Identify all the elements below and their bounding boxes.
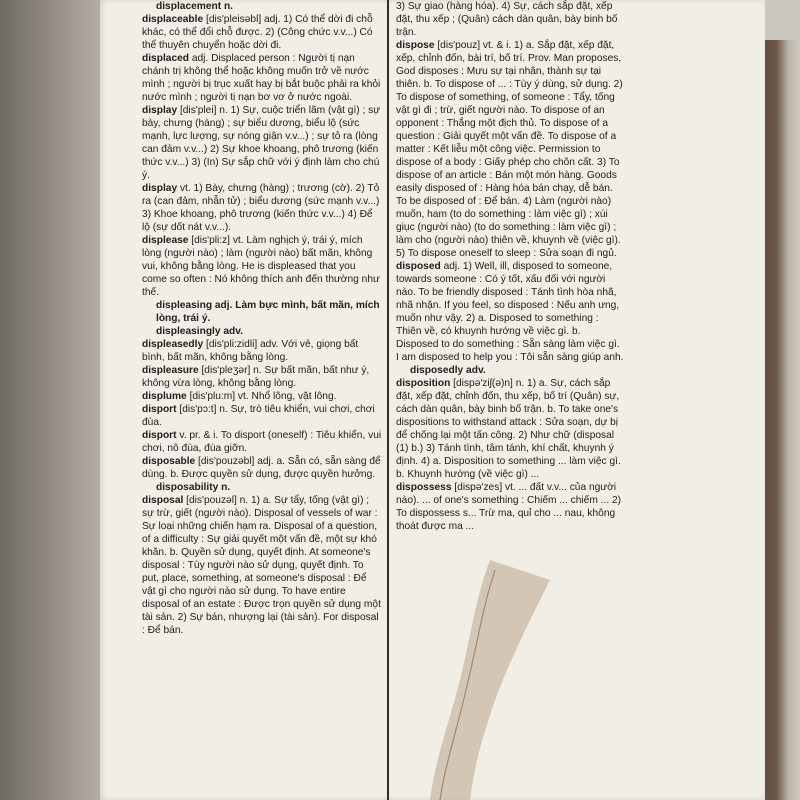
desk-background-left (0, 0, 105, 800)
entry-headword: dispossess (396, 482, 452, 493)
left-column (142, 0, 382, 637)
dictionary-entry (396, 377, 624, 481)
entry-definition: adv. (220, 326, 244, 337)
entry-definition: [dis'pɔ:t] n. Sự, trò tiêu khiển, vui chơi, chơi đùa. (142, 404, 375, 428)
entry-headword: displaced (142, 53, 189, 64)
entry-headword: displacement (156, 1, 222, 12)
entry-definition: 3) Sự giao (hàng hóa). 4) Sự, cách sắp đặt, xếp đặt, thu xếp ; (Quân) cách dàn quân, bày binh bố trận. (396, 1, 618, 38)
entry-headword: displeasure (142, 365, 199, 376)
entry-definition: adj. Làm bực mình, bất mãn, mích lòng, trái ý. (156, 300, 380, 324)
entry-headword: displeasingly (156, 326, 221, 337)
entry-definition: vt. 1) Bày, chưng (hàng) ; trương (cờ). 2) Tỏ ra (can đảm, nhẫn tử) ; biểu dương (sức mạnh v.v...) 3) Khoe khoang, phô trương (kiến thức v.v...) 4) Để lộ (sự dốt nát v.v...). (142, 183, 380, 233)
entry-definition: adj. 1) Well, ill, disposed to someone, towards someone : Có ý tốt, xấu đối với người nào. To be friendly disposed : Tánh tình hòa nhã, nhã nhặn. If you feel, so disposed : Nếu anh ưng, muốn như vậy. 2) a. Disposed to something : Thiên về, có khuynh hướng về việc gì. b. Disposed to do something : Sẵn sàng làm việc gì. I am disposed to help you : Tôi sẵn sàng giúp anh. (396, 261, 624, 363)
entry-headword: disposal (142, 495, 184, 506)
entry-headword: dispose (396, 40, 435, 51)
entry-definition: n. (218, 482, 231, 493)
entry-headword: displume (142, 391, 187, 402)
entry-definition: n. (221, 1, 234, 12)
entry-headword: displeasedly (142, 339, 204, 350)
right-column (396, 0, 624, 533)
entry-headword: display (142, 183, 178, 194)
dictionary-page (100, 0, 765, 800)
dictionary-entry (142, 494, 382, 637)
entry-definition: adj. Displaced person : Người tị nạn chánh trị không thể hoặc không muốn trở về nước mình ; người bị trục xuất hay bị bắt buộc phải ra khỏi nước mình ; người tị nạn bơ vơ ở nước ngoài. (142, 53, 381, 103)
dictionary-entry (142, 0, 382, 13)
dictionary-entry (142, 403, 382, 429)
entry-definition: [dispə'ziʃ(ə)n] n. 1) a. Sự, cách sắp đặt, xếp đặt, chỉnh đốn, thu xếp, bố trí (Quân) sự, cách dàn quân, bày binh bố trận. b. To take one's dispositions to withstand attack : Sửa soạn, dự bị để chống lại một tấn công. 2) Như chữ (disposal (1) b.) 3) Tánh tình, tâm tánh, khí chất, khuynh ý định. 4) a. Disposition to something ... làm việc gì. b. Khuynh hướng (về việc gì) ... (396, 378, 621, 480)
dictionary-entry (142, 52, 382, 104)
dictionary-entry (142, 104, 382, 182)
entry-headword: disposed (396, 261, 441, 272)
entry-definition: [dis'pli:zidli] adv. Với vẻ, giọng bất bình, bất mãn, không bằng lòng. (142, 339, 359, 363)
entry-definition: [dis'pli:z] vt. Làm nghịch ý, trái ý, mích lòng (người nào) ; làm (người nào) bất mãn, không vui, không bằng lòng. He is displeased that you come so often : Nó không thích anh đến thường như thế. (142, 235, 380, 298)
entry-headword: displeasing (156, 300, 213, 311)
dictionary-entry (142, 455, 382, 481)
dictionary-entry (396, 364, 624, 377)
entry-headword: displease (142, 235, 189, 246)
dictionary-entry (396, 0, 624, 39)
entry-definition: v. pr. & i. To disport (oneself) : Tiêu khiển, vui chơi, nô đùa, đùa giỡn. (142, 430, 382, 454)
column-divider (387, 0, 389, 800)
entry-headword: disposedly (410, 365, 464, 376)
background-corner (760, 0, 800, 40)
dictionary-entry (142, 429, 382, 455)
entry-headword: disposability (156, 482, 219, 493)
entry-definition: [dis'pleʒər] n. Sự bất mãn, bất như ý, không vừa lòng, không bằng lòng. (142, 365, 370, 389)
entry-headword: display (142, 105, 178, 116)
dictionary-entry (142, 234, 382, 299)
entry-definition: [dis'pouzəl] n. 1) a. Sự tẩy, tống (vật gì) ; sự trừ, giết (người nào). Disposal of vessels of war : Sự loại những chiến hạm ra. Disposal of a question, of a difficulty : Sự giải quyết một vấn đề, một sự khó khăn. b. Quyền sử dụng, quyết định. At someone's disposal : Tùy người nào sử dụng, quyết định. To put, place, something, at someone's disposal : Để vật gì cho người nào sử dụng. To have entire disposal of an estate : Được trọn quyền sử dụng một tài sản. 2) Sự bán, nhượng lại (tài sản). For disposal : Để bán. (142, 495, 381, 636)
dictionary-entry (142, 182, 382, 234)
entry-definition: [dis'plu:m] vt. Nhổ lông, vặt lông. (186, 391, 337, 402)
entry-definition: [dis'plei] n. 1) Sự, cuộc triển lãm (vật gì) ; sự bày, chưng (hàng) ; sự biểu dương, biểu lộ (sức mạnh, lực lượng, sự nóng giận v.v...) ; sự tỏ ra (lòng can đảm v.v...) 2) Sự khoe khoang, phô trương (kiến thức v.v...) 3) (In) Sự sắp chữ với ý định làm cho chú ý. (142, 105, 381, 181)
entry-headword: disport (142, 404, 177, 415)
entry-definition: adv. (463, 365, 486, 376)
entry-headword: disport (142, 430, 177, 441)
entry-definition: [dis'pouz] vt. & i. 1) a. Sắp đặt, xếp đặt, xếp, chỉnh đốn, bài trí, bố trí. Prov. Man proposes, God disposes : Mưu sự tại nhân, thành sự tại thiên. b. To dispose of ... : Tùy ý dùng, sử dụng. 2) To dispose of something, of someone : Tẩy, tống vật gì đi ; trừ, giết người nào. To dispose of an opponent : Thắng một địch thủ. To dispose of a question : Giải quyết một vấn đề. To dispose of a matter : Kết liễu một công việc. Permission to dispose of a body : Giấy phép cho chôn cất. 3) To dispose of an article : Bán một món hàng. Goods easily disposed of : Hàng hóa bán chạy, dễ bán. To be disposed of : Để bán. 4) Làm (người nào) muốn, ham (to do something : làm việc gì) ; xúi giục (người nào) (to do something : làm việc gì) ; làm cho (người nào) thiên về, khuynh về (việc gì). 5) To dispose oneself to sleep : Sửa soạn đi ngủ. (396, 40, 623, 259)
entry-definition: [dis'pleisəbl] adj. 1) Có thể dời đi chỗ khác, có thể đổi chỗ được. 2) (Công chức v.v...) Có thể thuyên chuyển hoặc dời đi. (142, 14, 373, 51)
entry-definition: [dispə'zes] vt. ... đất v.v... của người nào). ... of one's something : Chiếm ... chiếm ... 2) To dispossess s... Trừ ma, quỉ cho ... nau, không thoát được ma ... (396, 482, 622, 532)
dictionary-entry (142, 13, 382, 52)
entry-headword: disposition (396, 378, 451, 389)
dictionary-entry (142, 390, 382, 403)
entry-headword: displaceable (142, 14, 204, 25)
dictionary-entry (396, 39, 624, 260)
dictionary-entry (142, 364, 382, 390)
entry-headword: disposable (142, 456, 196, 467)
dictionary-entry (142, 325, 382, 338)
book-cover-edge (760, 0, 800, 800)
dictionary-entry (142, 481, 382, 494)
entry-definition: [dis'pouzəbl] adj. a. Sẵn có, sẵn sàng để dùng. b. Được quyền sử dụng, được quyền hưởng. (142, 456, 381, 480)
dictionary-entry (142, 338, 382, 364)
dictionary-entry (396, 481, 624, 533)
dictionary-entry (142, 299, 382, 325)
page-tear (430, 560, 630, 800)
dictionary-entry (396, 260, 624, 364)
